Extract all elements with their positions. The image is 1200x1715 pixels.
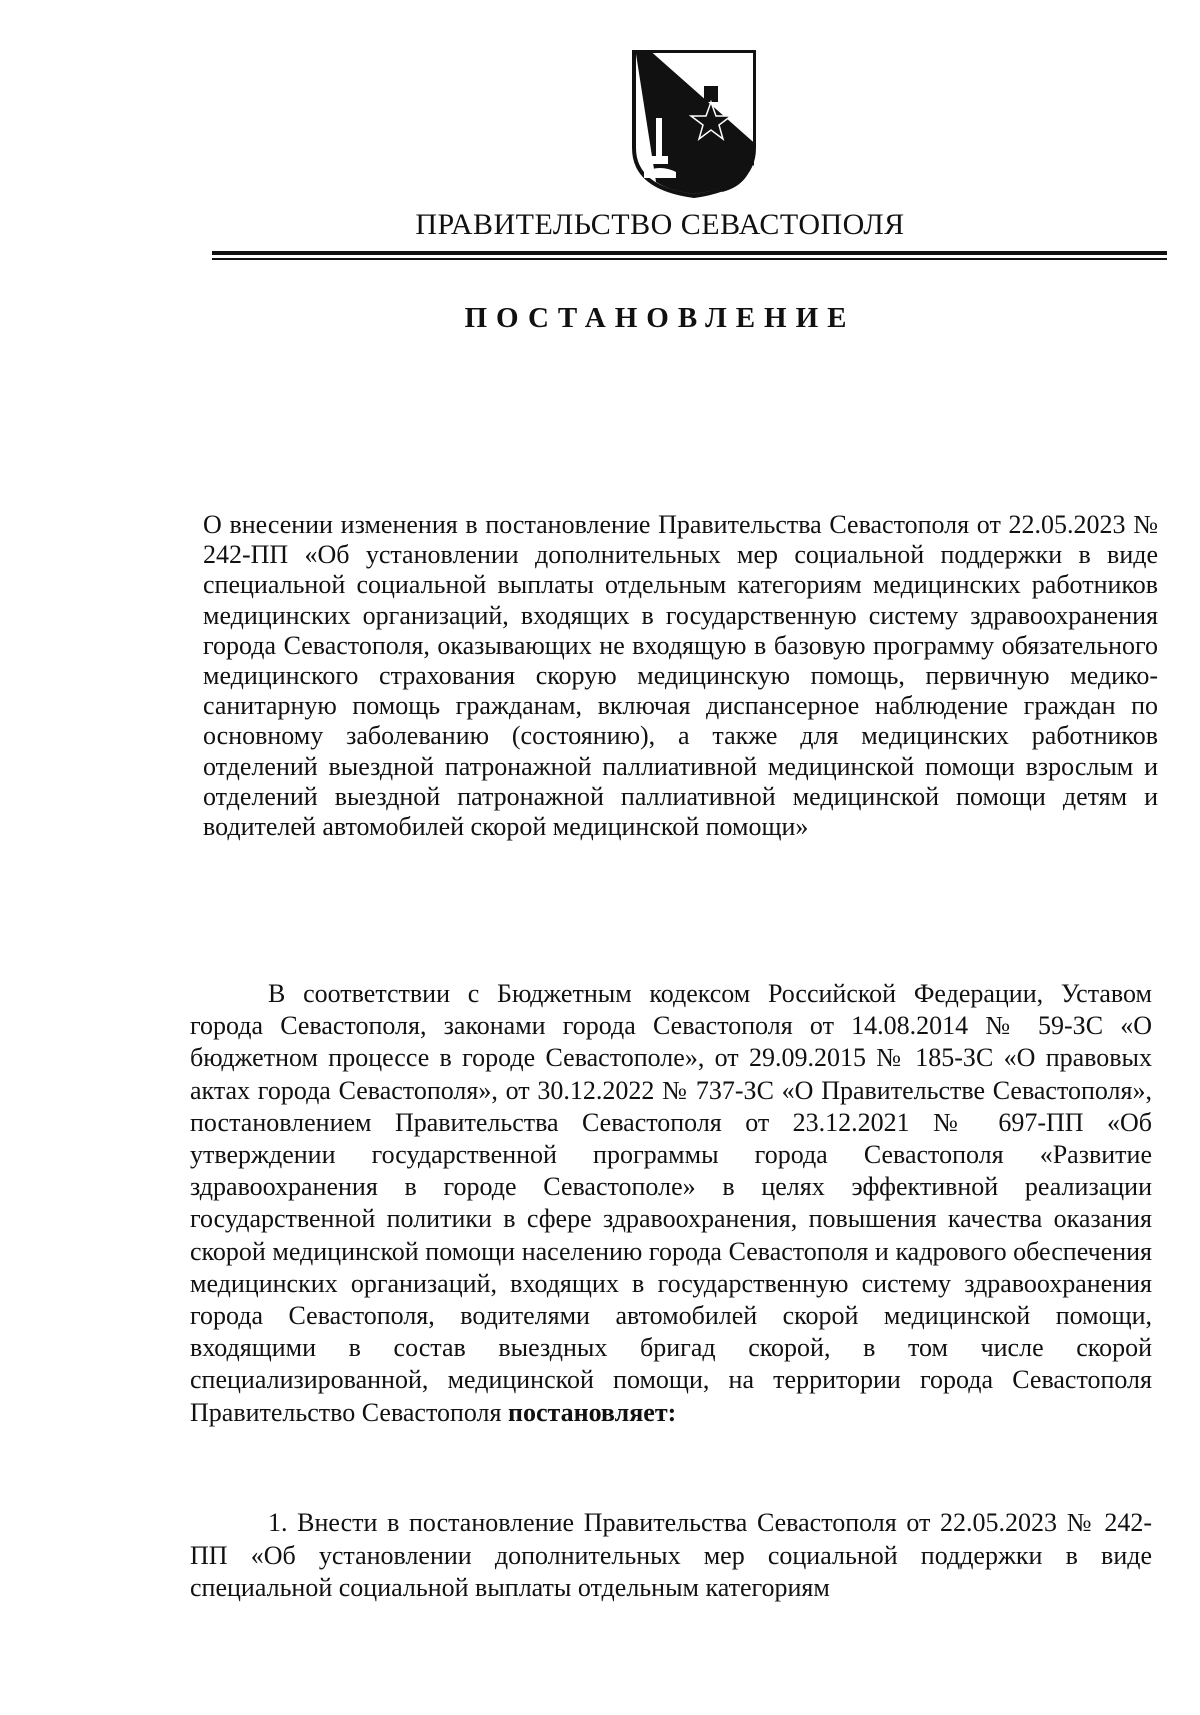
organization-name: ПРАВИТЕЛЬСТВО СЕВАСТОПОЛЯ [415,208,905,241]
preamble-text: В соответствии с Бюджетным кодексом Российской Федерации, Уставом города Севастополя, законами города Севастополя от 14.08.2014 № 59-ЗС «О бюджетном процессе в городе Севастополе», от 29.09.2015 № 185-ЗС «О правовых актах города Севастополя», от 30.12.2022 № 737-ЗС «О Правительстве Севастополя», постановлением Правительства Севастополя от 23.12.2021 № 697-ПП «Об утверждении государственной программы города Севастополя «Развитие здравоохранения в городе Севастополе» в целях эффективной реализации государственной политики в сфере здравоохранения, повышения качества оказания скорой медицинской помощи населению города Севастополя и кадрового обеспечения медицинских организаций, входящих в государственную систему здравоохранения города Севастополя, водителями автомобилей скорой медицинской помощи, входящими в состав выездных бригад скорой, в том числе скорой специализированной, медицинской помощи, на территории города Севастополя Правительство Севастополя [190,979,1152,1427]
decree-word: постановляет: [507,1397,677,1427]
preamble [190,978,1152,1429]
point-1 [190,1507,1152,1605]
header-rule-thick [212,251,1167,255]
point-1-text: 1. Внести в постановление Правительства Севастополя от 22.05.2023 № 242-ПП «Об установлении дополнительных мер социальной поддержки в виде специальной социальной выплаты отдельным категориям [190,1508,1152,1602]
header-rule-thin [212,258,1167,260]
document-type: ПОСТАНОВЛЕНИЕ [464,302,856,334]
document-subject: О внесении изменения в постановление Правительства Севастополя от 22.05.2023 № 242-ПП «Об установлении дополнительных мер социальной поддержки в виде специальной социальной выплаты отдельным категориям медицинских работников медицинских организаций, входящих в государственную систему здравоохранения города Севастополя, оказывающих не входящую в базовую программу обязательного медицинского страхования скорую медицинскую помощь, первичную медико-санитарную помощь гражданам, включая диспансерное наблюдение граждан по основному заболеванию (состоянию), а также для медицинских работников отделений выездной патронажной паллиативной медицинской помощи взрослым и отделений выездной патронажной паллиативной медицинской помощи детям и водителей автомобилей скорой медицинской помощи» [203,510,1158,842]
sevastopol-coat-of-arms-icon [630,48,758,198]
